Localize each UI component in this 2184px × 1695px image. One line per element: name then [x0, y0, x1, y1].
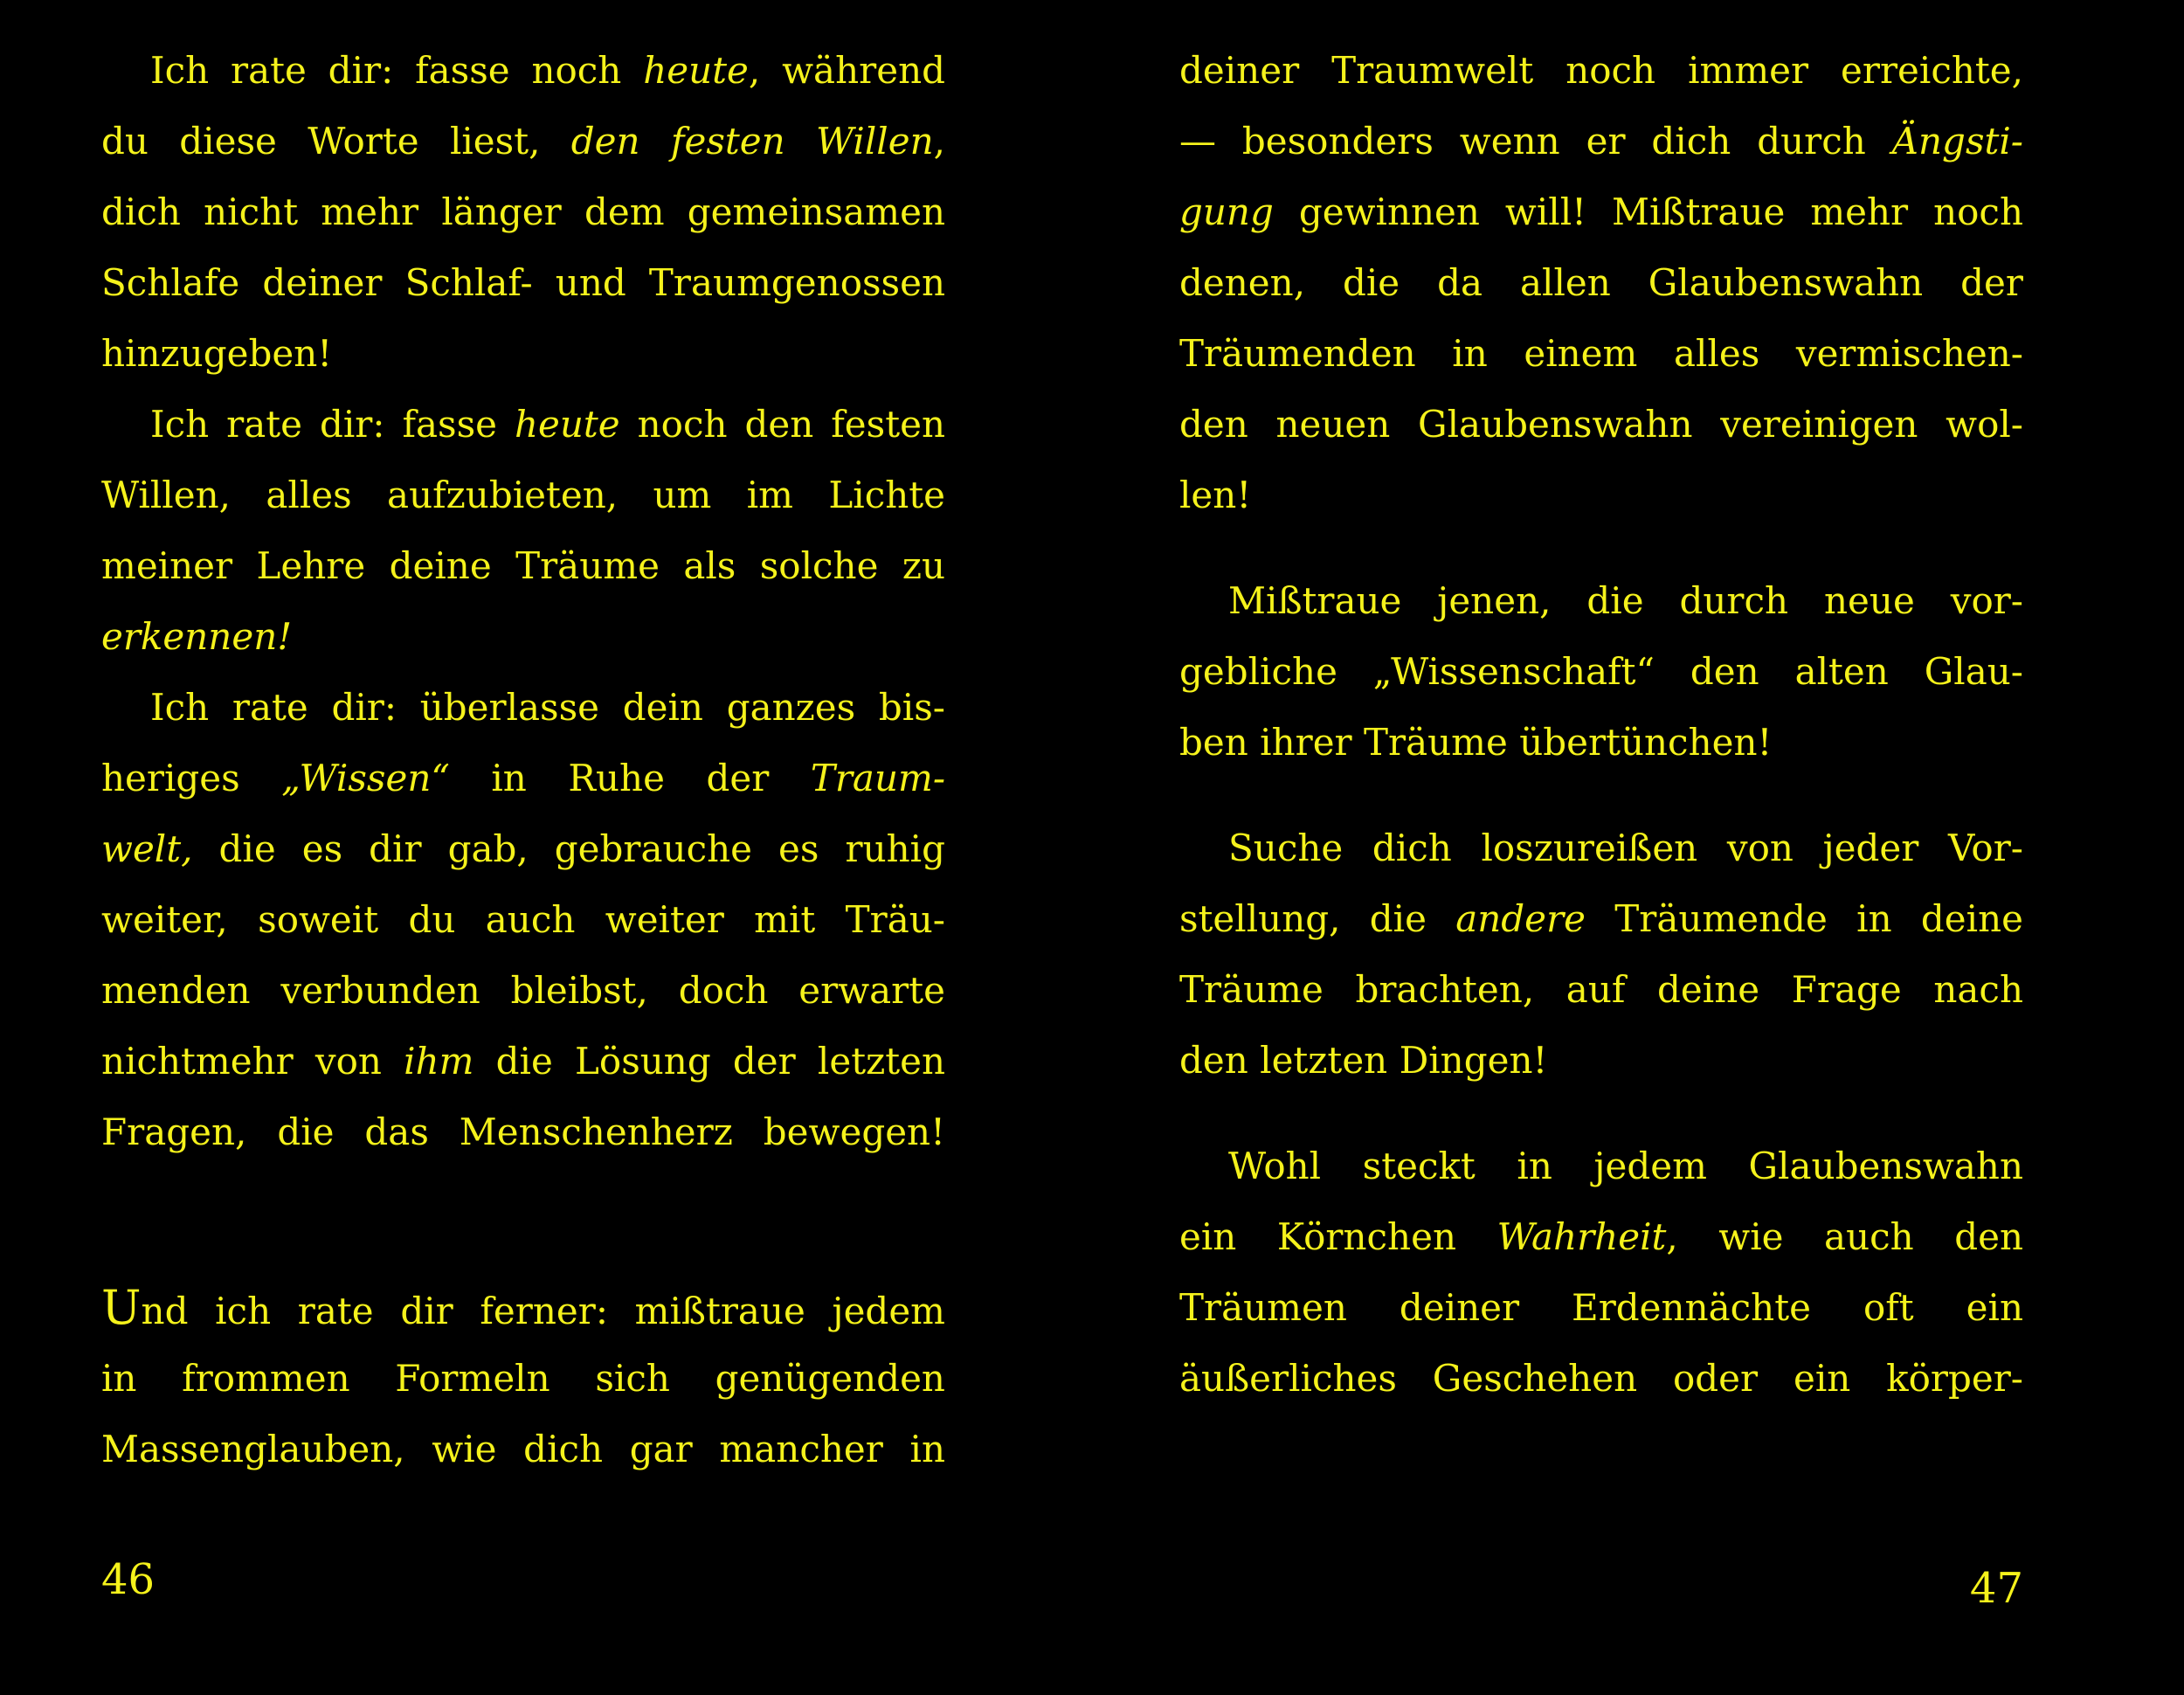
text-line: Fragen, die das Menschenherz bewegen! [101, 1110, 945, 1153]
text-line: den letzten Dingen! [1179, 1039, 1548, 1082]
drop-cap: U [101, 1280, 142, 1335]
page-number: 46 [101, 1555, 156, 1604]
text-line: welt, die es dir gab, gebrauche es ruhig [101, 827, 945, 870]
text-line: ben ihrer Träume übertünchen! [1179, 721, 1773, 764]
text-line: du diese Worte liest, den festen Willen, [101, 120, 945, 163]
paragraph-1 [101, 35, 945, 389]
left-page [101, 35, 945, 1660]
text-line: Wohl steckt in jedem Glaubenswahn [1228, 1145, 2023, 1187]
text-line: dich nicht mehr länger dem gemeinsamen [101, 190, 945, 233]
text-line: gung gewinnen will! Mißtraue mehr noch [1179, 190, 2023, 233]
paragraph-4 [101, 1272, 945, 1484]
text-line: menden verbunden bleibst, doch erwarte [101, 969, 945, 1012]
paragraph-4 [1179, 1131, 2023, 1414]
text-line: stellung, die andere Träumende in deine [1179, 897, 2023, 940]
paragraph-2 [1179, 565, 2023, 778]
paragraph-1 [1179, 35, 2023, 530]
paragraph-3 [1179, 813, 2023, 1096]
text-line: Suche dich loszureißen von jeder Vor- [1228, 827, 2023, 869]
text-line: den neuen Glaubenswahn vereinigen wol- [1179, 403, 2023, 446]
text-line: meiner Lehre deine Träume als solche zu [101, 544, 945, 587]
text-line: weiter, soweit du auch weiter mit Träu- [101, 898, 945, 941]
text-line: erkennen! [101, 615, 293, 658]
text-line: in frommen Formeln sich genügenden [101, 1357, 945, 1400]
text-line: Ich rate dir: überlasse dein ganzes bis- [150, 686, 945, 729]
text-line: Träumen deiner Erdennächte oft ein [1179, 1286, 2023, 1329]
text-line: Ich rate dir: fasse noch heute, während [150, 49, 945, 92]
text-line: hinzugeben! [101, 332, 333, 375]
page-number: 47 [1969, 1564, 2023, 1613]
text-line: Mißtraue jenen, die durch neue vor- [1228, 579, 2023, 622]
text-line: nichtmehr von ihm die Lösung der letzten [101, 1040, 945, 1083]
paragraph-gap [1179, 778, 2023, 813]
text-line: äußerliches Geschehen oder ein körper- [1179, 1357, 2023, 1400]
text-line: Träume brachten, auf deine Frage nach [1179, 968, 2023, 1011]
text-line: — besonders wenn er dich durch Ängsti- [1179, 120, 2023, 163]
paragraph-3 [101, 672, 945, 1167]
paragraph-gap [1179, 1096, 2023, 1131]
text-line: deiner Traumwelt noch immer erreichte, [1179, 49, 2023, 92]
text-line: Träumenden in einem alles vermischen- [1179, 332, 2023, 375]
text-line: gebliche „Wissenschaft“ den alten Glau- [1179, 650, 2023, 693]
text-line: ein Körnchen Wahrheit, wie auch den [1179, 1215, 2024, 1258]
text-line: denen, die da allen Glaubenswahn der [1179, 261, 2023, 304]
text-line: Willen, alles aufzubieten, um im Lichte [101, 474, 945, 516]
text-line: Und ich rate dir ferner: mißtraue jedem [101, 1280, 945, 1335]
text-line: Ich rate dir: fasse heute noch den festen [150, 403, 945, 446]
text-line: heriges „Wissen“ in Ruhe der Traum- [101, 757, 946, 799]
paragraph-gap [1179, 530, 2023, 565]
text-line: len! [1179, 474, 1252, 516]
right-page [1179, 35, 2023, 1660]
paragraph-2 [101, 389, 945, 672]
text-line: Schlafe deiner Schlaf- und Traumgenossen [101, 261, 945, 304]
section-gap [101, 1167, 945, 1272]
text-line: Massenglauben, wie dich gar mancher in [101, 1428, 945, 1470]
